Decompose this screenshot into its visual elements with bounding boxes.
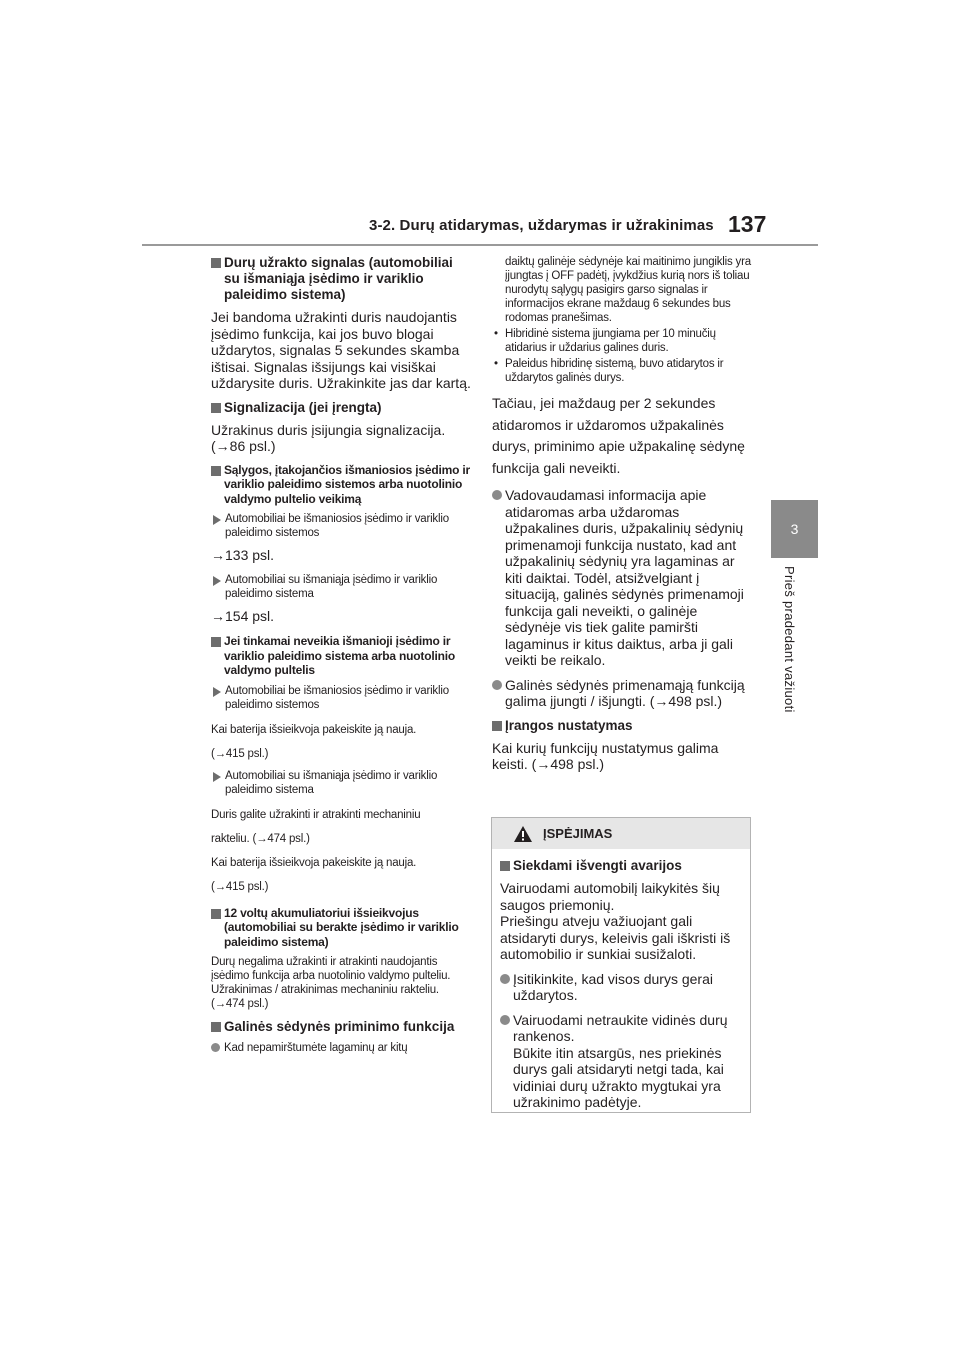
- heading-rear-seat-reminder: Galinės sėdynės priminimo funkcija: [211, 1019, 471, 1035]
- small-text: rakteliu. (→474 psl.): [211, 832, 310, 845]
- paragraph: Priešingu atveju važiuojant gali atsidaryti durys, keleivis gali iškristi iš automobilio ir sunkiai susižaloti.: [500, 913, 731, 962]
- right-column: [492, 255, 752, 781]
- warning-body: [492, 849, 750, 1111]
- heading-conditions: Sąlygos, įtakojančios išmaniosios įsėdimo ir variklio paleidimo sistemos arba nuotolinio valdymo pultelio veikimą: [211, 463, 471, 507]
- paragraph: Kai kurių funkcijų nustatymus galima keisti. (→498 psl.): [492, 739, 719, 772]
- square-bullet-icon: [211, 637, 221, 647]
- heading-alarm: Signalizacija (jei įrengta): [211, 400, 471, 416]
- sub-item: Automobiliai be išmaniosios įsėdimo ir variklio paleidimo sistemos: [211, 684, 471, 712]
- small-text: (→415 psl.): [211, 747, 269, 760]
- paragraph: Tačiau, jei maždaug per 2 sekundes atidaromos ir uždaromos užpakalinės durys, priminimo apie užpakalinę sėdynę funkcija gali neveikti.: [492, 395, 745, 476]
- warning-heading: Siekdami išvengti avarijos: [500, 858, 742, 874]
- square-bullet-icon: [211, 403, 221, 413]
- continued-text: daiktų galinėje sėdynėje kai maitinimo jungiklis yra įjungtas į OFF padėtį, įvykdžius kurią nors iš toliau nurodytų sąlygų pasigirs garso signalas ir informacijos ekrane maždaug 6 sekundes bus rodomas pranešimas.: [505, 256, 751, 324]
- page-reference: →133 psl.: [211, 547, 275, 563]
- small-text: (→415 psl.): [211, 880, 269, 893]
- triangle-bullet-icon: [213, 772, 221, 782]
- bullet-item: Įsitikinkite, kad visos durys gerai uždarytos.: [500, 971, 742, 1004]
- heading-door-lock-buzzer: Durų užrakto signalas (automobiliai su išmaniąja įsėdimo ir variklio paleidimo sistema): [211, 255, 471, 303]
- chapter-title: Prieš pradedant važiuoti: [782, 566, 797, 713]
- paragraph: Vairuodami automobilį laikykitės šių saugos priemonių.: [500, 880, 720, 913]
- list-item: • Paleidus hibridinę sistemą, buvo atidarytos ir uždarytos galinės durys.: [494, 358, 724, 384]
- triangle-bullet-icon: [213, 576, 221, 586]
- warning-label: ĮSPĖJIMAS: [543, 826, 613, 841]
- paragraph: Užrakinus duris įsijungia signalizacija. (→86 psl.): [211, 421, 446, 454]
- section-title: 3-2. Durų atidarymas, uždarymas ir užrakinimas: [369, 217, 714, 234]
- warning-triangle-icon: [513, 825, 533, 848]
- round-bullet-icon: [500, 1015, 510, 1025]
- triangle-bullet-icon: [213, 687, 221, 697]
- triangle-bullet-icon: [213, 515, 221, 525]
- list-item: • Hibridinė sistema įjungiama per 10 minučių atidarius ir uždarius galines duris.: [494, 328, 716, 354]
- bullet-item: Galinės sėdynės primenamąją funkciją galima įjungti / išjungti. (→498 psl.): [492, 677, 752, 710]
- round-bullet-icon: [492, 680, 502, 690]
- heading-not-working: Jei tinkamai neveikia išmanioji įsėdimo ir variklio paleidimo sistema arba nuotolinio valdymo pultelis: [211, 634, 471, 678]
- small-text: Kai baterija išsieikvoja pakeiskite ją nauja.: [211, 723, 417, 736]
- round-bullet-icon: [492, 490, 502, 500]
- bullet-item: Vadovaudamasi informacija apie atidaromas arba uždaromas užpakalines duris, užpakalinių sėdynių primenamoji funkcija nustato, kad ant užpakalinių sėdynių yra lagaminas ar kiti daiktai. Todėl, atsižvelgiant į situaciją, galinės sėdynės primenamoji funkcija gali neveikti, o galinėje sėdynėje vis tiek galite pamiršti lagaminus ir kitus daiktus, arba ji gali veikti be reikalo.: [492, 487, 752, 669]
- page-reference: →154 psl.: [211, 608, 275, 624]
- round-bullet-icon: [211, 1043, 220, 1052]
- square-bullet-icon: [211, 466, 221, 476]
- page-number: 137: [728, 211, 767, 237]
- square-bullet-icon: [492, 721, 502, 731]
- warning-header: [492, 818, 750, 849]
- square-bullet-icon: [211, 258, 221, 268]
- sub-item: Automobiliai su išmaniąja įsėdimo ir variklio paleidimo sistema: [211, 769, 471, 797]
- bullet-item: Vairuodami netraukite vidinės durų rankenos. Būkite itin atsargūs, nes priekinės durys gali atsidaryti netgi tada, kai vidiniai durų užrakto mygtukai yra užrakinimo padėtyje.: [500, 1012, 742, 1111]
- paragraph: Jei bandoma užrakinti duris naudojantis įsėdimo funkcija, kai jos buvo blogai uždarytos, signalas 5 sekundes skamba ištisai. Signalas išsijungs kai visiškai uždarysite duris. Užrakinkite jas dar kartą.: [211, 309, 471, 391]
- square-bullet-icon: [211, 1022, 221, 1032]
- left-column: [211, 255, 471, 1063]
- small-text: Durų negalima užrakinti ir atrakinti naudojantis įsėdimo funkcija arba nuotolinio valdymo pulteliu. Užrakinimas / atrakinimas mechaniniu rakteliu. (→474 psl.): [211, 956, 451, 1010]
- round-bullet-icon: [500, 974, 510, 984]
- chapter-tab: 3: [771, 500, 818, 558]
- sub-item: Automobiliai su išmaniąja įsėdimo ir variklio paleidimo sistema: [211, 573, 471, 601]
- bullet-item: Kad nepamirštumėte lagaminų ar kitų: [211, 1041, 471, 1055]
- square-bullet-icon: [211, 909, 221, 919]
- square-bullet-icon: [500, 861, 510, 871]
- small-text: Kai baterija išsieikvoja pakeiskite ją nauja.: [211, 856, 417, 869]
- heading-battery-depleted: 12 voltų akumuliatoriui išsieikvojus (automobiliai su berakte įsėdimo ir variklio paleidimo sistema): [211, 906, 471, 950]
- small-text: Duris galite užrakinti ir atrakinti mechaniniu: [211, 808, 421, 821]
- warning-box: [491, 817, 751, 1113]
- heading-customization: Įrangos nustatymas: [492, 718, 752, 734]
- header-divider: [142, 244, 818, 246]
- sub-item: Automobiliai be išmaniosios įsėdimo ir variklio paleidimo sistemos: [211, 512, 471, 540]
